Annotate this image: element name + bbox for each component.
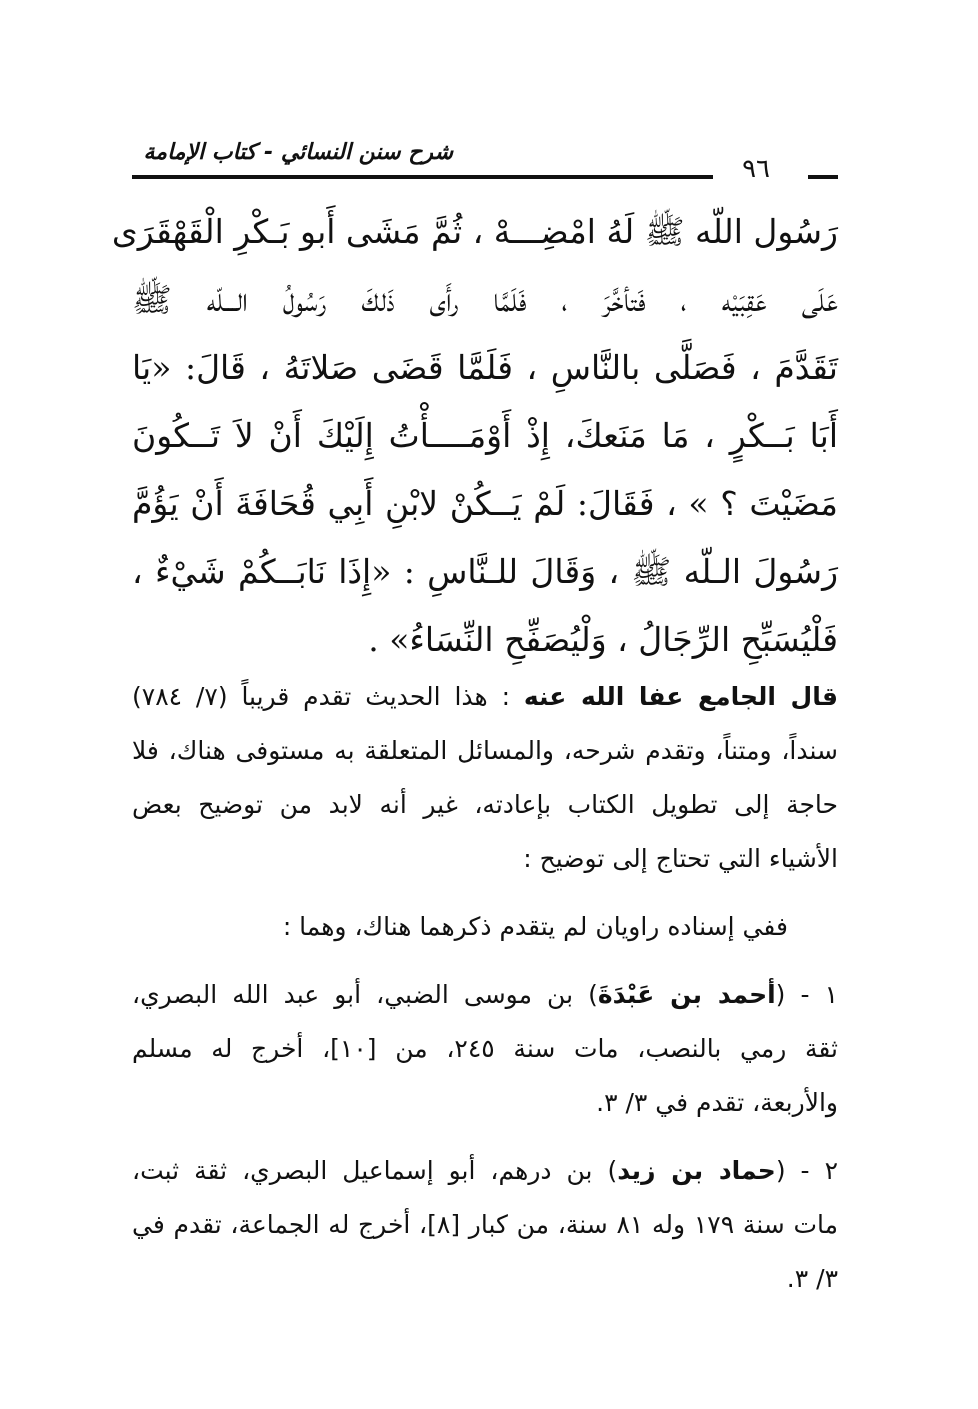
commentary-line: ٣/ ٣. bbox=[786, 1264, 838, 1293]
hadith-line: رَسُولَ الـلّه ﷺ ، وَقَالَ للـنَّاسِ : «إِذَا نَابَــكُمْ شَيْءٌ ، bbox=[132, 552, 838, 591]
hadith-line: تَقَدَّمَ ، فَصَلَّى بالنَّاسِ ، فَلَمَّا قَضَى صَلاتَهُ ، قَالَ: «يَا bbox=[132, 348, 838, 387]
commentary-text: : هذا الحديث تقدم قريباً (٧/ ٧٨٤) bbox=[132, 682, 524, 711]
commentary-line: حاجة إلى تطويل الكتاب بإعادته، غير أنه لابد من توضيح بعض bbox=[132, 790, 838, 819]
paragraph-gap bbox=[132, 954, 838, 968]
hadith-line: رَسُول اللّه ﷺ لَهُ امْضِـــهْ ، ثُمَّ مَشَى أَبو بَـكْرِ الْقَهْقَرَى bbox=[111, 212, 838, 251]
header-rule bbox=[132, 175, 713, 179]
hadith-text bbox=[111, 198, 838, 674]
commentary-line: ثقة رمي بالنصب، مات سنة ٢٤٥، من [١٠]، أخرج له مسلم bbox=[132, 1034, 839, 1063]
commentary-line: الأشياء التي تحتاج إلى توضيح : bbox=[523, 844, 838, 873]
commentary-line: والأربعة، تقدم في ٣/ ٣. bbox=[596, 1088, 838, 1117]
running-header bbox=[132, 132, 838, 184]
commentator-lead: قال الجامع عفا الله عنه bbox=[523, 682, 839, 711]
commentary-line: مات سنة ١٧٩ وله ٨١ سنة، من كبار [٨]، أخرج له الجماعة، تقدم في bbox=[132, 1210, 839, 1239]
hadith-line: عَلَى عَقِبَيْه ، فَتأخَّرَ ، فَلَمَّا رأَى ذَلكَ رَسُولُ الـــلّه ﷺ bbox=[132, 280, 838, 319]
narrator-name: حماد بن زيد bbox=[617, 1156, 776, 1185]
entry-number: ٢ - ( bbox=[775, 1156, 838, 1185]
book-title: شرح سنن النسائي - كتاب الإمامة bbox=[143, 140, 453, 165]
narrator-name: أحمد بن عَبْدَةَ bbox=[597, 980, 776, 1009]
narrator-details: ) بن موسى الضبي، أبو عبد الله البصري، bbox=[132, 980, 598, 1009]
page-number: ٩٦ bbox=[742, 154, 770, 184]
hadith-line: أَبَا بَــكْرٍ ، مَا مَنَعكَ، إِذْ أَوْمَــــأْتُ إِلَيْكَ أَنْ لاَ تَــكُونَ bbox=[132, 416, 838, 455]
narrator-details: ) بن درهم، أبو إسماعيل البصري، ثقة ثبت، bbox=[132, 1156, 618, 1185]
narrator-entry-2 bbox=[132, 1144, 838, 1198]
commentary-line bbox=[132, 670, 838, 724]
commentary-line: سنداً، ومتناً، وتقدم شرحه، والمسائل المتعلقة به مستوفى هناك، فلا bbox=[132, 736, 838, 765]
hadith-line: فَلْيُسَبِّحِ الرِّجَالُ ، وَلْيُصَفِّحِ النِّسَاءُ» . bbox=[368, 620, 838, 659]
hadith-line: مَضَيْتَ ؟ » ، فَقَالَ: لَمْ يَــكُنْ لابْنِ أَبِي قُحَافَةَ أَنْ يَؤُمَّ bbox=[132, 484, 838, 523]
header-rule-short bbox=[808, 175, 838, 179]
paragraph-gap bbox=[132, 1130, 838, 1144]
entry-number: ١ - ( bbox=[775, 980, 839, 1009]
narrator-entry-1 bbox=[132, 968, 838, 1022]
commentary bbox=[132, 670, 838, 1306]
paragraph-gap bbox=[132, 886, 838, 900]
commentary-line: ففي إسناده راويان لم يتقدم ذكرهما هناك، وهما : bbox=[282, 912, 788, 941]
